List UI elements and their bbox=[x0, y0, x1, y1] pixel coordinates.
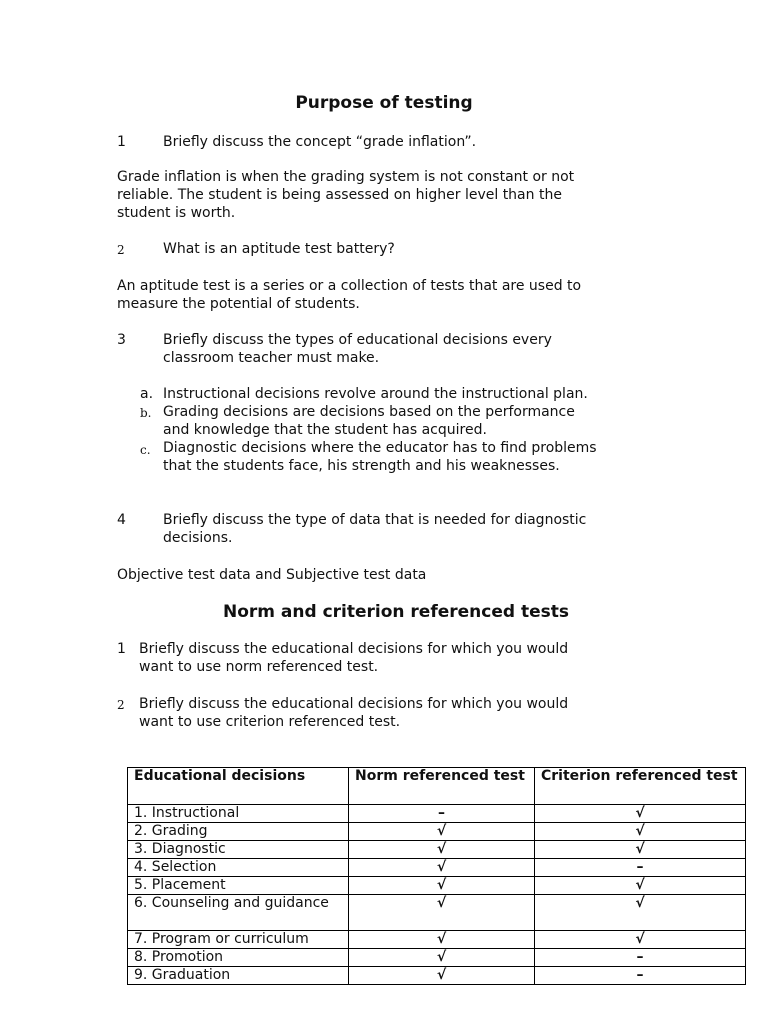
list-item: Diagnostic decisions where the educator has to find problems bbox=[163, 440, 597, 456]
question-number: 4 bbox=[117, 512, 126, 528]
norm-mark: √ bbox=[349, 949, 535, 967]
criterion-mark: √ bbox=[535, 805, 746, 823]
criterion-mark: – bbox=[535, 859, 746, 877]
answer-line: Objective test data and Subjective test data bbox=[117, 567, 427, 583]
decision-cell: 9. Graduation bbox=[128, 967, 349, 985]
table-row bbox=[128, 877, 746, 895]
norm-mark: √ bbox=[349, 859, 535, 877]
table-row bbox=[128, 967, 746, 985]
decision-cell: 5. Placement bbox=[128, 877, 349, 895]
question-text: Briefly discuss the concept “grade inflation”. bbox=[163, 134, 477, 150]
question-text: Briefly discuss the type of data that is needed for diagnostic bbox=[163, 512, 587, 528]
norm-mark: – bbox=[349, 805, 535, 823]
decision-cell: 6. Counseling and guidance bbox=[128, 895, 349, 931]
table-row bbox=[128, 805, 746, 823]
norm-mark: √ bbox=[349, 841, 535, 859]
column-header: Educational decisions bbox=[128, 768, 349, 805]
table-row bbox=[128, 895, 746, 931]
table-header-row bbox=[128, 768, 746, 805]
norm-mark: √ bbox=[349, 823, 535, 841]
question-number: 3 bbox=[117, 332, 126, 348]
criterion-mark: √ bbox=[535, 841, 746, 859]
decision-cell: 7. Program or curriculum bbox=[128, 931, 349, 949]
question-number: 1 bbox=[117, 641, 126, 657]
decision-cell: 3. Diagnostic bbox=[128, 841, 349, 859]
question-number: 1 bbox=[117, 134, 126, 150]
decision-cell: 2. Grading bbox=[128, 823, 349, 841]
answer-line: measure the potential of students. bbox=[117, 296, 360, 312]
list-item: Instructional decisions revolve around the instructional plan. bbox=[163, 386, 588, 402]
question-text: Briefly discuss the educational decisions for which you would bbox=[139, 696, 569, 712]
criterion-mark: – bbox=[535, 949, 746, 967]
list-label: b. bbox=[140, 406, 152, 420]
answer-line: student is worth. bbox=[117, 205, 236, 221]
criterion-mark: √ bbox=[535, 895, 746, 931]
question-text: decisions. bbox=[163, 530, 233, 546]
column-header: Norm referenced test bbox=[349, 768, 535, 805]
decision-cell: 1. Instructional bbox=[128, 805, 349, 823]
section-title-norm-criterion: Norm and criterion referenced tests bbox=[222, 602, 569, 622]
table-row bbox=[128, 823, 746, 841]
norm-mark: √ bbox=[349, 895, 535, 931]
question-text: Briefly discuss the educational decisions for which you would bbox=[139, 641, 569, 657]
criterion-mark: √ bbox=[535, 931, 746, 949]
column-header: Criterion referenced test bbox=[535, 768, 746, 805]
list-item: that the students face, his strength and his weaknesses. bbox=[163, 458, 560, 474]
question-text: classroom teacher must make. bbox=[163, 350, 380, 366]
decision-cell: 4. Selection bbox=[128, 859, 349, 877]
norm-mark: √ bbox=[349, 877, 535, 895]
criterion-mark: √ bbox=[535, 823, 746, 841]
decision-cell: 8. Promotion bbox=[128, 949, 349, 967]
criterion-mark: – bbox=[535, 967, 746, 985]
list-item: Grading decisions are decisions based on the performance bbox=[163, 404, 575, 420]
list-item: and knowledge that the student has acquired. bbox=[163, 422, 487, 438]
list-label: a. bbox=[140, 386, 154, 402]
answer-line: An aptitude test is a series or a collection of tests that are used to bbox=[117, 278, 582, 294]
section-title-purpose: Purpose of testing bbox=[295, 93, 473, 113]
answer-line: Grade inflation is when the grading system is not constant or not bbox=[117, 169, 575, 185]
table-row bbox=[128, 931, 746, 949]
norm-mark: √ bbox=[349, 931, 535, 949]
table-row bbox=[128, 859, 746, 877]
question-number: 2 bbox=[117, 243, 125, 257]
answer-line: reliable. The student is being assessed on higher level than the bbox=[117, 187, 562, 203]
criterion-mark: √ bbox=[535, 877, 746, 895]
question-text: What is an aptitude test battery? bbox=[163, 241, 395, 257]
question-text: Briefly discuss the types of educational decisions every bbox=[163, 332, 552, 348]
decisions-table bbox=[127, 767, 746, 985]
question-number: 2 bbox=[117, 698, 125, 712]
table-row bbox=[128, 841, 746, 859]
question-text: want to use norm referenced test. bbox=[139, 659, 379, 675]
table-row bbox=[128, 949, 746, 967]
norm-mark: √ bbox=[349, 967, 535, 985]
question-text: want to use criterion referenced test. bbox=[139, 714, 401, 730]
list-label: c. bbox=[140, 443, 151, 457]
